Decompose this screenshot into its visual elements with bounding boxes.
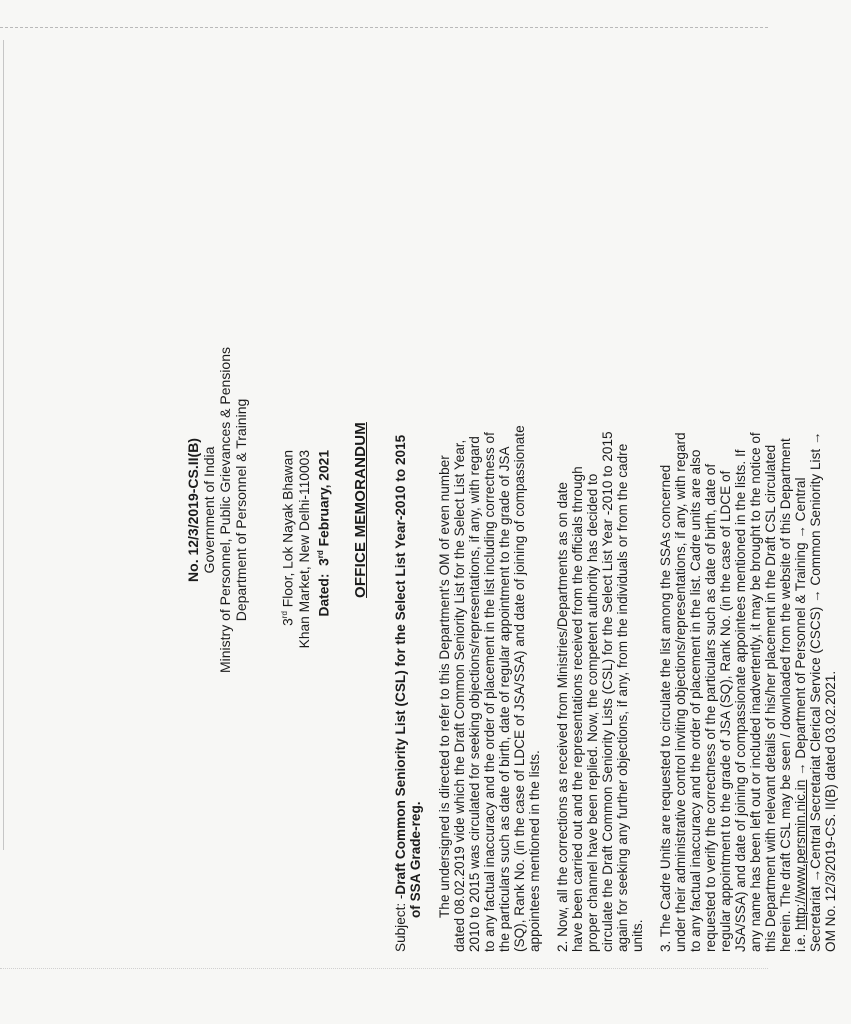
para1-line: 2010 to 2015 was circulated for seeking objections/representations, if any, with regard (467, 436, 482, 952)
file-number: No. 12/3/2019-CS.II(B) (185, 438, 201, 582)
memo-body (437, 425, 851, 952)
om-reference-line: OM No. 12/3/2019-CS. II(B) dated 03.02.2021. (823, 670, 838, 952)
subject-block (393, 434, 423, 952)
para3-line: under their administrative control inviting objections/representations, if any, with regard (673, 432, 688, 952)
subject-line-2: of SSA Grade-reg. (408, 801, 423, 918)
ministry-line: Ministry of Personnel, Public Grievances & Pensions (217, 346, 233, 674)
subject-line-1: Draft Common Seniority List (CSL) for the Select List Year-2010 to 2015 (393, 434, 408, 895)
para3-line: JSA/SSA) and date of joining of compassionate appointees mentioned in the lists. If (733, 449, 748, 952)
para2-line: proper channel have been replied. Now, the competent authority has decided to (585, 473, 600, 952)
address-line-2: Khan Market, New Delhi-110003 (296, 450, 312, 649)
para2-line: again for seeking any further objections, if any, from the individuals or from the cadre (615, 443, 630, 952)
para2-line: have been carried out and the representations received from the officials through (570, 466, 585, 952)
arrow-icon: → (808, 589, 823, 603)
para3-line: to any factual inaccuracy and the order of placement in the list. Cadre units are also (688, 449, 703, 952)
para3-line: requested to verify the correctness of the particulars such as date of birth, date of (703, 463, 718, 952)
office-address (277, 450, 332, 648)
document-title: OFFICE MEMORANDUM (352, 422, 369, 598)
arrow-icon: → (793, 525, 808, 539)
para3-line: herein. The draft CSL may be seen / downloaded from the website of this Department (778, 438, 793, 952)
para1-line: appointees mentioned in the lists. (527, 750, 542, 952)
paragraph-1 (437, 425, 542, 952)
para1-line: the particulars such as date of birth, date of regular appointment to the grade of JSA (497, 446, 512, 952)
persmin-website-link[interactable]: http://www.persmin.nic.in (793, 779, 808, 931)
para3-line: regular appointment to the grade of JSA (SQ), Rank No. (in the case of LDCE of (718, 470, 733, 952)
website-path-line-2: Secretariat →Central Secretariat Clerical Service (CSCS) → Common Seniority List → (808, 431, 823, 952)
website-path-line-1: i.e. http://www.persmin.nic.in → Department of Personnel & Training → Central (793, 477, 808, 952)
paragraph-2 (555, 431, 645, 952)
para3-line: 3. The Cadre Units are requested to circulate the list among the SSAs concerned (658, 464, 673, 952)
para1-line: to any factual inaccuracy and the order of placement in the list including correctness of (482, 432, 497, 952)
scan-edge-left (3, 40, 4, 850)
arrow-icon: → (808, 431, 823, 446)
arrow-icon: → (793, 762, 808, 776)
government-line: Government of India (201, 446, 217, 574)
address-line-1: 3rd Floor, Lok Nayak Bhawan (280, 450, 296, 626)
scan-edge-top (0, 27, 768, 28)
para2-line: circulate the Draft Common Seniority Lists (CSL) for the Select List Year -2010 to 2015 (600, 431, 615, 952)
letterhead (185, 40, 249, 980)
para1-line: (SQ), Rank No. (in the case of LDCE of JSA/SSA) and date of joining of compassionate (512, 425, 527, 952)
department-line: Department of Personnel & Training (233, 398, 249, 622)
para1-line: dated 08.02.2019 vide which the Draft Common Seniority List for the Select List Year, (452, 439, 467, 952)
date-line: Dated: 3rd February, 2021 (315, 450, 332, 617)
para3-line: this Department with relevant details of his/her placement in the Draft CSL circulated (763, 444, 778, 952)
paragraph-3 (658, 431, 838, 952)
para2-line: 2. Now, all the corrections as received from Ministries/Departments as on date (555, 482, 570, 952)
para1-line: The undersigned is directed to refer to this Department's OM of even number (437, 455, 452, 918)
subject-prefix: Subject: - (393, 894, 408, 952)
para3-line: any name has been left out or included inadvertently, it may be brought to the notice of (748, 432, 763, 952)
scanned-document-page (185, 40, 838, 980)
arrow-icon: → (808, 868, 823, 883)
para2-line: units. (630, 919, 645, 952)
